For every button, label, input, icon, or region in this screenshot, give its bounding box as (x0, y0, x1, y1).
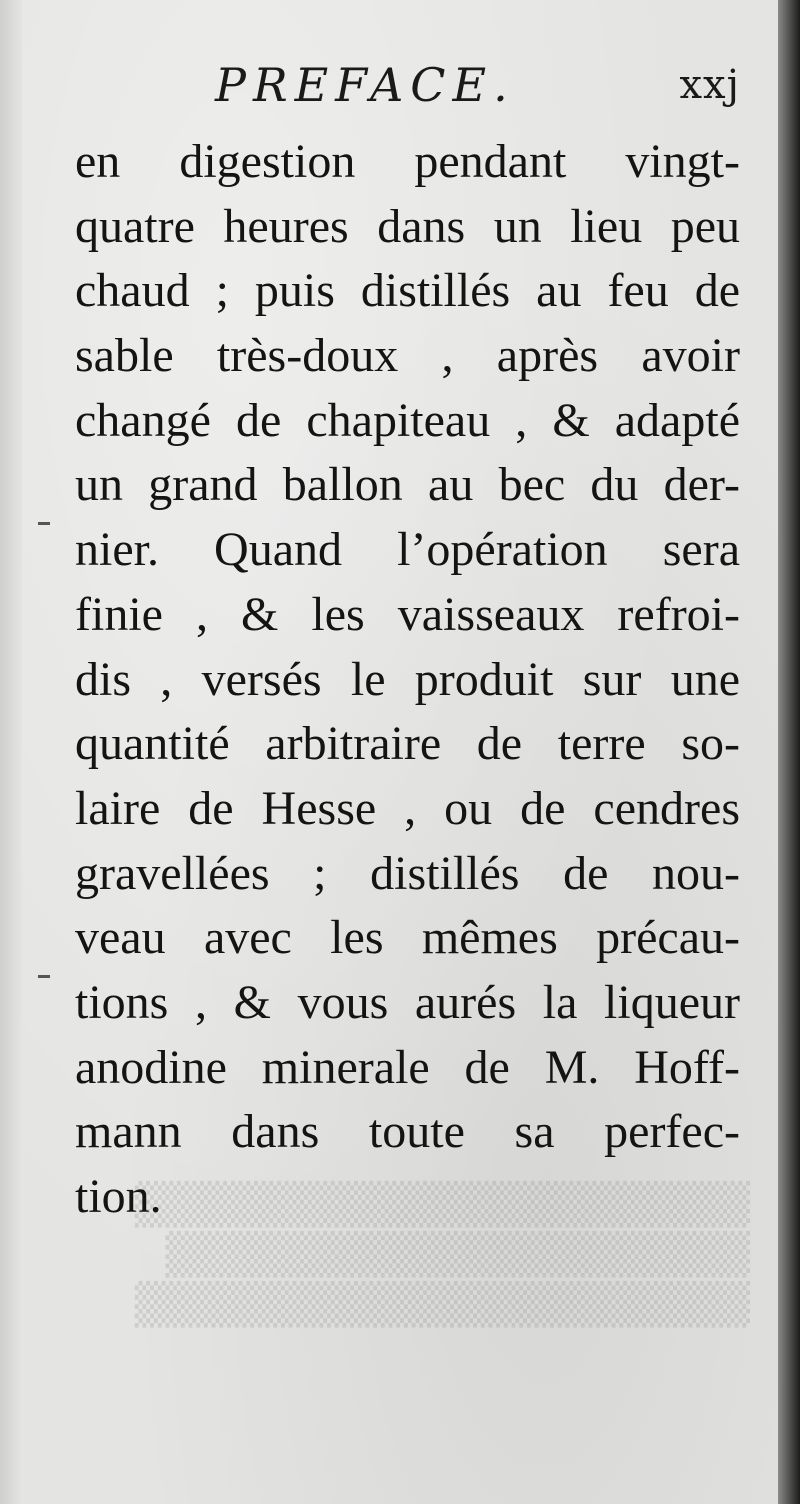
text-line: quantité arbitraire de terre so- (75, 717, 740, 771)
running-header (75, 58, 740, 118)
text-line: veau avec les mêmes précau- (75, 911, 740, 965)
text-line: laire de Hesse , ou de cendres (75, 781, 740, 835)
body-text (75, 130, 740, 1230)
text-line: tion. (75, 1170, 162, 1223)
text-line: changé de chapiteau , & adapté (75, 393, 740, 447)
running-title: PREFACE. (215, 58, 515, 112)
text-line: nier. Quand l’opération sera (75, 523, 740, 577)
text-line: finie , & les vaisseaux refroi- (75, 587, 740, 641)
margin-mark (38, 975, 50, 978)
text-line: anodine minerale de M. Hoff- (75, 1040, 740, 1094)
text-line: dis , versés le produit sur une (75, 652, 740, 706)
margin-mark (38, 522, 50, 525)
gutter-shadow (0, 0, 22, 1504)
text-line: tions , & vous aurés la liqueur (75, 975, 740, 1029)
page-edge-shadow (778, 0, 800, 1504)
text-line: chaud ; puis distillés au feu de (75, 264, 740, 318)
text-line: gravellées ; distillés de nou- (75, 846, 740, 900)
show-through-text: ▒▒▒▒▒▒▒▒▒▒▒▒▒▒▒▒▒▒▒▒ ▒▒▒▒▒▒▒▒▒▒▒▒▒▒▒▒▒▒▒ ▒▒▒▒▒▒▒▒▒▒▒▒▒▒▒▒▒▒▒▒ (134, 1182, 750, 1328)
text-line: en digestion pendant vingt- (75, 135, 740, 188)
text-line: mann dans toute sa perfec- (75, 1105, 740, 1159)
page-number: xxj (679, 62, 740, 108)
text-line: sable très-doux , après avoir (75, 329, 740, 383)
text-line: un grand ballon au bec du der- (75, 458, 740, 512)
text-line: quatre heures dans un lieu peu (75, 199, 740, 253)
